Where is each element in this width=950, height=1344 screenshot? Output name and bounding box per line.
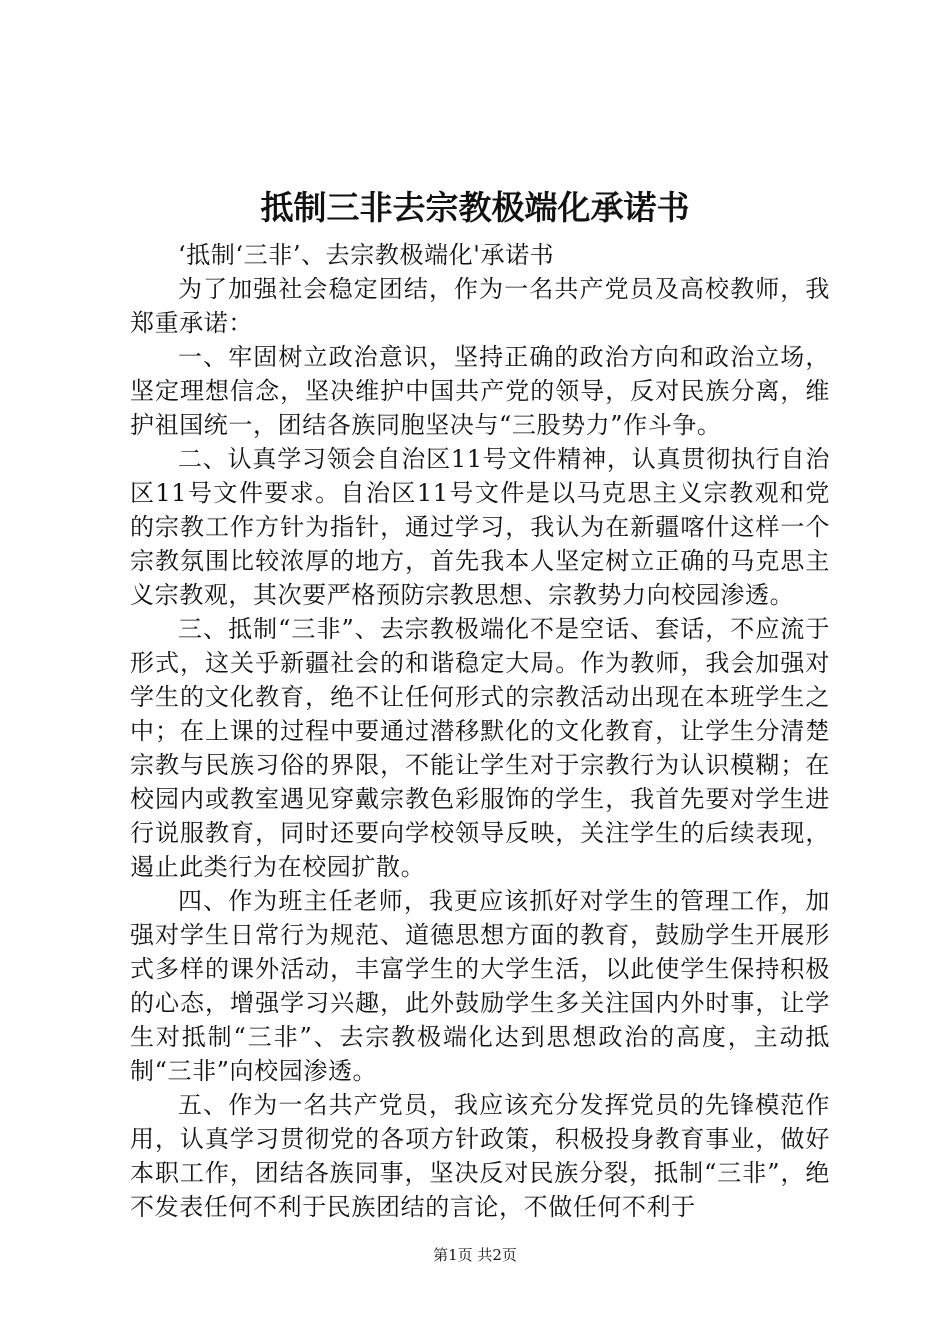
document-title: 抵制三非去宗教极端化承诺书 — [260, 188, 690, 227]
paragraph-item-5: 五、作为一名共产党员，我应该充分发挥党员的先锋模范作用，认真学习贯彻党的各项方针政策，积极投身教育事业，做好本职工作，团结各族同事，坚决反对民族分裂，抵制“三非”，绝不发表任何不利于民族团结的言论，不做任何不利于 — [130, 1091, 830, 1221]
page-number-footer: 第1页 共2页 — [433, 1246, 517, 1264]
paragraph-item-4: 四、作为班主任老师，我更应该抓好对学生的管理工作，加强对学生日常行为规范、道德思想方面的教育，鼓励学生开展形式多样的课外活动，丰富学生的大学生活，以此使学生保持积极的心态，增强学习兴趣，此外鼓励学生多关注国内外时事，让学生对抵制“三非”、去宗教极端化达到思想政治的高度，主动抵制“三非”向校园渗透。 — [130, 887, 830, 1085]
paragraph-item-1: 一、牢固树立政治意识，坚持正确的政治方向和政治立场，坚定理想信念，坚决维护中国共产党的领导，反对民族分离，维护祖国统一，团结各族同胞坚决与“三股势力”作斗争。 — [130, 343, 830, 439]
paragraph-heading-line: ‘抵制‘三非’、去宗教极端化'承诺书 — [178, 241, 555, 269]
document-body — [130, 238, 830, 1224]
paragraph-item-3: 三、抵制“三非”、去宗教极端化不是空话、套话，不应流于形式，这关乎新疆社会的和谐稳定大局。作为教师，我会加强对学生的文化教育，绝不让任何形式的宗教活动出现在本班学生之中；在上课的过程中要通过潜移默化的文化教育，让学生分清楚宗教与民族习俗的界限，不能让学生对于宗教行为认识模糊；在校园内或教室遇见穿戴宗教色彩服饰的学生，我首先要对学生进行说服教育，同时还要向学校领导反映，关注学生的后续表现，遏止此类行为在校园扩散。 — [130, 615, 830, 881]
paragraph-intro: 为了加强社会稳定团结，作为一名共产党员及高校教师，我郑重承诺： — [130, 275, 830, 337]
paragraph-item-2: 二、认真学习领会自治区11号文件精神，认真贯彻执行自治区11号文件要求。自治区11号文件是以马克思主义宗教观和党的宗教工作方针为指针，通过学习，我认为在新疆喀什这样一个宗教氛围比较浓厚的地方，首先我本人坚定树立正确的马克思主义宗教观，其次要严格预防宗教思想、宗教势力向校园渗透。 — [130, 445, 830, 609]
